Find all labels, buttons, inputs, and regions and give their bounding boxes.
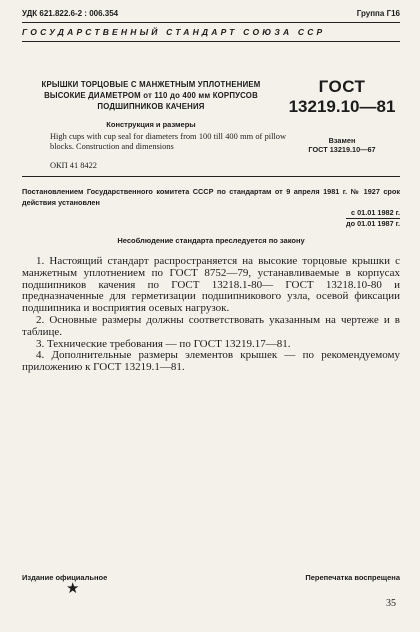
clause-1: 1. Настоящий стандарт распространяется на высокие торцовые крышки с манжетным уплотнением по ГОСТ 8752—79, устанавливаемые в корпусах подшипников качения по ГОСТ 13218.1-80— ГОСТ 13218.10-80 и предназначенные для герметизации подшипникового узла, осевой фиксации подшипника и восприятия осевых нагрузок. <box>22 255 400 315</box>
title-line-2: ВЫСОКИЕ ДИАМЕТРОМ от 110 до 400 мм КОРПУСОВ <box>44 91 258 100</box>
official-edition-label: Издание официальное <box>22 573 108 582</box>
header-line <box>22 9 400 21</box>
document-title <box>20 79 282 112</box>
gost-number: 13219.10—81 <box>288 97 396 116</box>
legal-warning: Несоблюдение стандарта преследуется по закону <box>117 236 305 245</box>
validity-from: с 01.01 1982 г. <box>351 208 400 217</box>
replaces-value: ГОСТ 13219.10—67 <box>308 145 376 154</box>
reprint-prohibited-label: Перепечатка воспрещена <box>305 573 400 582</box>
section-rule <box>22 176 400 177</box>
title-line-1: КРЫШКИ ТОРЦОВЫЕ С МАНЖЕТНЫМ УПЛОТНЕНИЕМ <box>41 80 261 89</box>
state-standard-banner: ГОСУДАРСТВЕННЫЙ СТАНДАРТ СОЮЗА ССР <box>22 27 326 37</box>
gost-label: ГОСТ <box>318 77 366 96</box>
group-code: Группа Г16 <box>356 9 400 18</box>
star-icon: ★ <box>66 581 80 597</box>
clause-4: 4. Дополнительные размеры элементов крышек — по рекомендуемому приложению к ГОСТ 13219.1—81. <box>22 349 400 374</box>
clause-2: 2. Основные размеры должны соответствовать указанным на чертеже и в таблице. <box>22 313 400 338</box>
decree-text: Постановлением Государственного комитета СССР по стандартам от 9 апреля 1981 г. № 1927 срок действия установлен <box>22 187 400 207</box>
document-subtitle: Конструкция и размеры <box>106 120 196 129</box>
header-rule-bottom <box>22 41 400 42</box>
okp-code: ОКП 41 8422 <box>50 161 97 170</box>
replaces-label: Взамен <box>328 136 356 145</box>
header-rule-top <box>22 22 400 23</box>
udk-code: УДК 621.822.6-2 : 006.354 <box>22 9 119 18</box>
title-line-3: ПОДШИПНИКОВ КАЧЕНИЯ <box>97 102 205 111</box>
page-number: 35 <box>386 598 396 609</box>
clauses-body <box>22 256 400 374</box>
validity-until: до 01.01 1987 г. <box>346 219 400 228</box>
english-title: High cups with cup seal for diameters from 100 till 400 mm of pillow blocks. Construction and dimensions <box>50 132 286 151</box>
clause-3: 3. Технические требования — по ГОСТ 13219.17—81. <box>36 337 291 350</box>
